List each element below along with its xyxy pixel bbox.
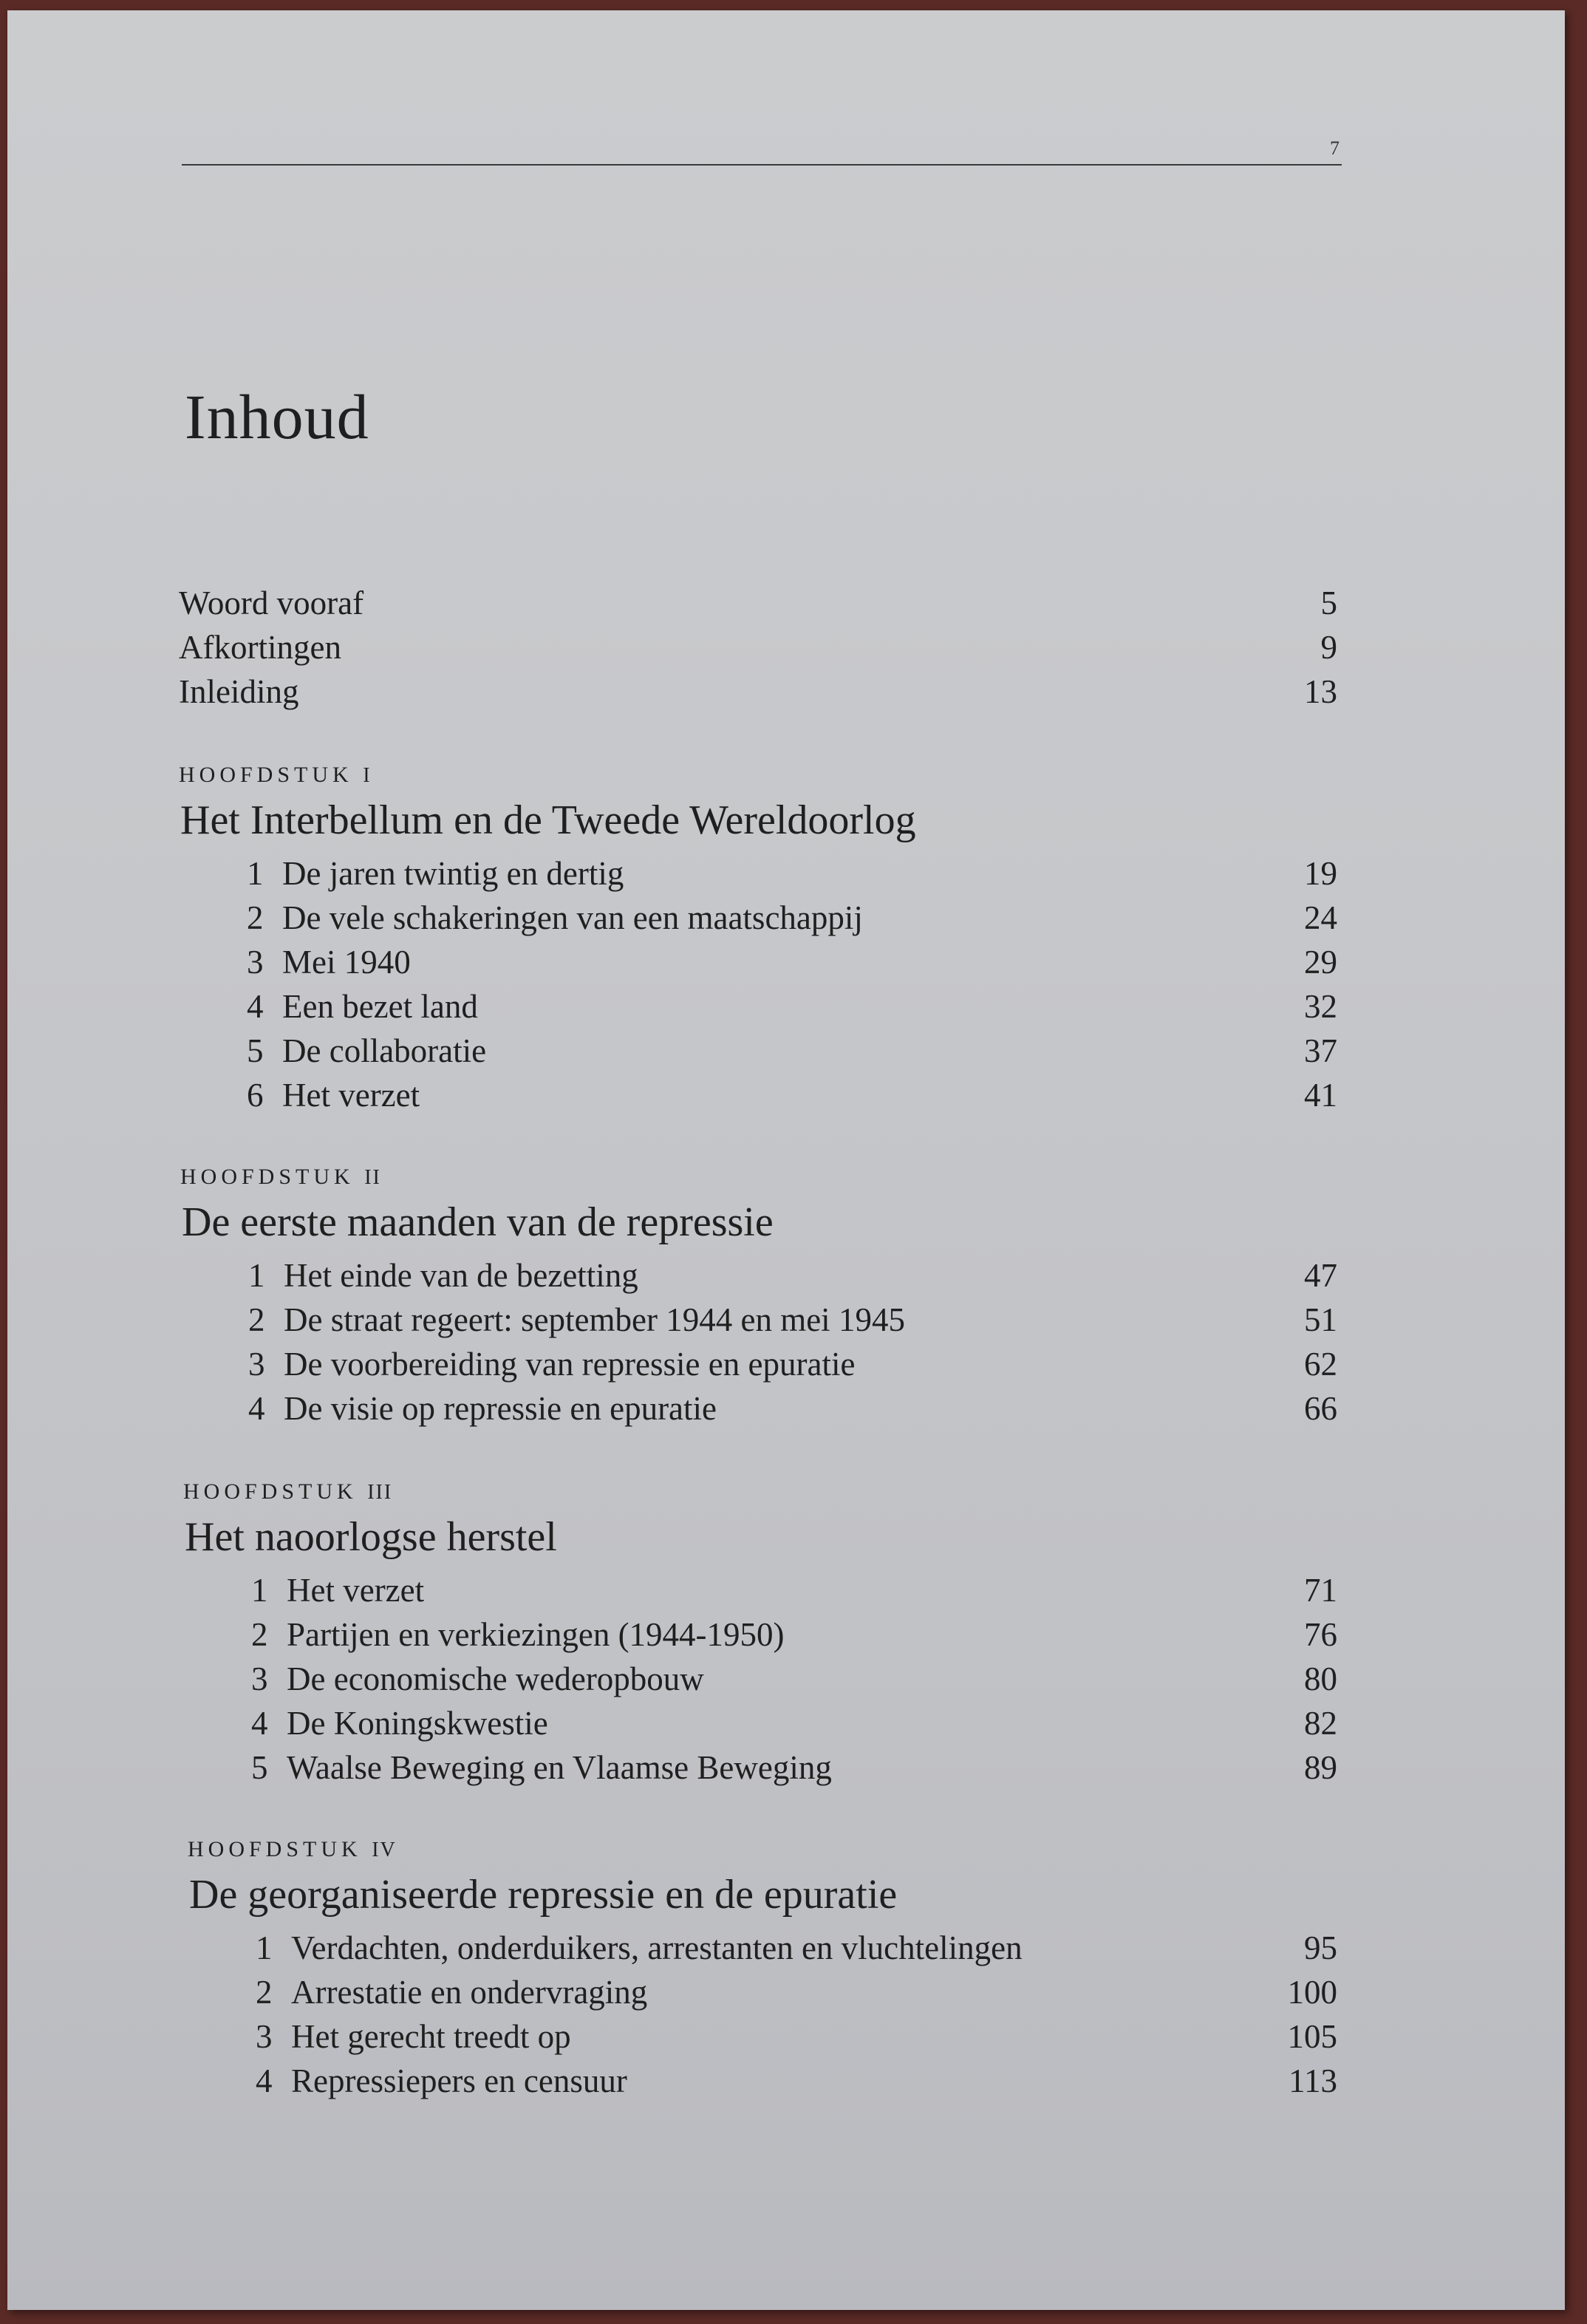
section-number: 1 — [256, 1929, 273, 1966]
toc-section — [251, 1748, 832, 1787]
toc-section — [251, 1660, 704, 1698]
section-title: Verdachten, onderduikers, arrestanten en vluchtelingen — [291, 1929, 1023, 1966]
section-title: De jaren twintig en dertig — [282, 855, 624, 892]
toc-page-number: 29 — [1304, 944, 1337, 981]
toc-entry: Woord vooraf — [179, 585, 364, 621]
header-rule — [182, 164, 1342, 166]
toc-section — [247, 943, 411, 981]
chapter-label-text: HOOFDSTUK — [188, 1837, 362, 1861]
section-title: Het einde van de bezetting — [284, 1257, 638, 1294]
toc-section — [251, 1571, 424, 1609]
section-title: Een bezet land — [282, 988, 478, 1025]
toc-section — [251, 1704, 548, 1742]
toc-section — [256, 2062, 627, 2100]
chapter-label — [183, 1479, 392, 1505]
toc-page-number: 47 — [1304, 1257, 1337, 1294]
section-number: 3 — [248, 1346, 265, 1383]
section-title: Arrestatie en ondervraging — [291, 1974, 648, 2011]
toc-page-number: 24 — [1304, 899, 1337, 936]
section-title: De economische wederopbouw — [287, 1660, 704, 1697]
book-page — [7, 10, 1565, 2310]
chapter-label-text: HOOFDSTUK — [183, 1479, 358, 1504]
section-number: 3 — [247, 944, 264, 981]
toc-page-number: 9 — [1320, 629, 1337, 666]
toc-page-number: 80 — [1304, 1660, 1337, 1697]
chapter-label — [179, 763, 372, 788]
section-number: 4 — [256, 2062, 273, 2099]
section-number: 3 — [251, 1660, 268, 1697]
chapter-roman-numeral: II — [364, 1166, 381, 1189]
section-number: 5 — [247, 1032, 264, 1069]
section-number: 4 — [247, 988, 264, 1025]
chapter-roman-numeral: III — [367, 1481, 393, 1504]
section-number: 5 — [251, 1749, 268, 1786]
toc-page-number: 82 — [1304, 1705, 1337, 1742]
toc-page-number: 113 — [1289, 2062, 1337, 2099]
toc-section — [247, 1032, 486, 1070]
toc-section — [251, 1615, 785, 1654]
toc-section — [247, 854, 624, 893]
toc-section — [256, 1973, 647, 2011]
section-title: De vele schakeringen van een maatschappij — [282, 899, 863, 936]
toc-page-number: 5 — [1320, 585, 1337, 621]
chapter-title: De eerste maanden van de repressie — [182, 1199, 774, 1245]
section-number: 4 — [251, 1705, 268, 1742]
section-title: Het gerecht treedt op — [291, 2018, 571, 2055]
toc-page-number: 71 — [1304, 1572, 1337, 1609]
section-title: De Koningskwestie — [287, 1705, 548, 1742]
chapter-label-text: HOOFDSTUK — [180, 1165, 355, 1189]
toc-page-number: 32 — [1304, 988, 1337, 1025]
section-number: 1 — [248, 1257, 265, 1294]
section-title: De voorbereiding van repressie en epuratie — [284, 1346, 856, 1383]
chapter-label-text: HOOFDSTUK — [179, 763, 353, 787]
toc-page-number: 13 — [1304, 673, 1337, 710]
section-number: 2 — [251, 1616, 268, 1653]
chapter-title: De georganiseerde repressie en de epuratie — [189, 1872, 898, 1918]
section-title: Waalse Beweging en Vlaamse Beweging — [287, 1749, 832, 1786]
chapter-title: Het naoorlogse herstel — [185, 1514, 557, 1560]
section-title: De visie op repressie en epuratie — [284, 1390, 717, 1427]
toc-page-number: 100 — [1287, 1974, 1337, 2011]
page-title: Inhoud — [185, 381, 369, 452]
section-number: 1 — [251, 1572, 268, 1609]
toc-section — [248, 1345, 855, 1383]
section-number: 2 — [247, 899, 264, 936]
section-number: 2 — [256, 1974, 273, 2011]
toc-section — [256, 1929, 1023, 1967]
toc-page-number: 105 — [1287, 2018, 1337, 2055]
toc-page-number: 95 — [1304, 1929, 1337, 1966]
toc-entry: Afkortingen — [179, 629, 341, 666]
section-title: Mei 1940 — [282, 944, 411, 981]
toc-section — [247, 1076, 420, 1114]
toc-section — [248, 1301, 905, 1339]
section-number: 1 — [247, 855, 264, 892]
toc-section — [248, 1389, 717, 1428]
page-number: 7 — [1330, 137, 1339, 159]
chapter-label — [188, 1837, 397, 1862]
toc-page-number: 41 — [1304, 1077, 1337, 1114]
toc-section — [247, 899, 863, 937]
chapter-roman-numeral: IV — [372, 1839, 397, 1861]
chapter-roman-numeral: I — [363, 764, 372, 787]
section-title: Het verzet — [287, 1572, 425, 1609]
section-number: 2 — [248, 1301, 265, 1338]
section-title: Het verzet — [282, 1077, 420, 1114]
toc-section — [248, 1256, 638, 1295]
section-title: Repressiepers en censuur — [291, 2062, 627, 2099]
toc-section — [247, 987, 478, 1026]
toc-page-number: 51 — [1304, 1301, 1337, 1338]
chapter-title: Het Interbellum en de Tweede Wereldoorlog — [180, 797, 916, 843]
section-number: 6 — [247, 1077, 264, 1114]
section-title: Partijen en verkiezingen (1944-1950) — [287, 1616, 785, 1653]
toc-page-number: 19 — [1304, 855, 1337, 892]
toc-section — [256, 2017, 571, 2056]
toc-page-number: 76 — [1304, 1616, 1337, 1653]
toc-page-number: 66 — [1304, 1390, 1337, 1427]
toc-entry: Inleiding — [179, 673, 299, 710]
chapter-label — [180, 1165, 381, 1190]
section-number: 3 — [256, 2018, 273, 2055]
section-title: De straat regeert: september 1944 en mei 1945 — [284, 1301, 905, 1338]
section-number: 4 — [248, 1390, 265, 1427]
toc-page-number: 62 — [1304, 1346, 1337, 1383]
toc-page-number: 89 — [1304, 1749, 1337, 1786]
section-title: De collaboratie — [282, 1032, 487, 1069]
toc-page-number: 37 — [1304, 1032, 1337, 1069]
